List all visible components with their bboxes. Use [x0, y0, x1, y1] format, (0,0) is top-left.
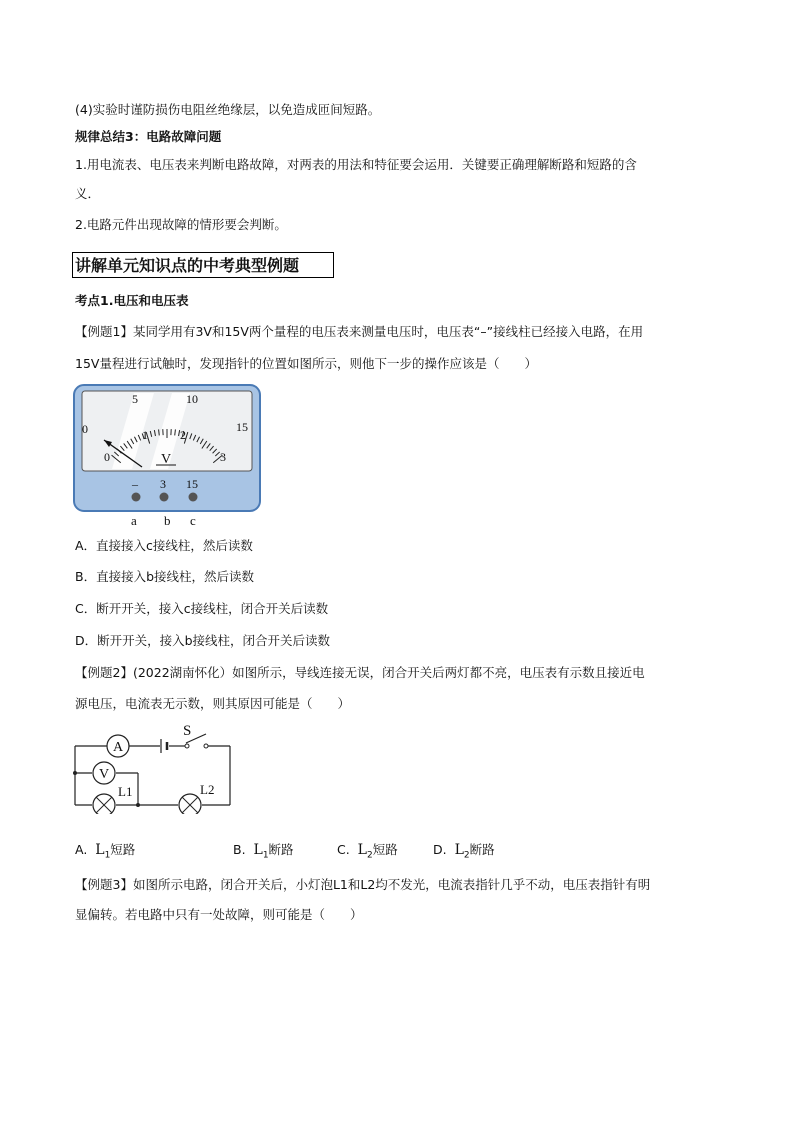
text-line: 义． [75, 186, 101, 201]
ammeter-label: A [113, 740, 124, 755]
text-line: (4)实验时谨防损伤电阻丝绝缘层，以免造成匝间短路。 [75, 102, 381, 117]
voltmeter-label: V [99, 767, 110, 782]
example1-question: 【例题1】某同学用有3V和15V两个量程的电压表来测量电压时，电压表“–”接线柱已经接入电路，在用 [75, 324, 644, 339]
terminal-b[interactable] [160, 493, 169, 502]
example3-question: 【例题3】如图所示电路，闭合开关后，小灯泡L1和L2均不发光，电流表指针几乎不动，电压表指针有明 [75, 877, 651, 892]
option-A[interactable]: A．直接接入c接线柱，然后读数 [75, 538, 253, 553]
switch-contact [204, 744, 208, 748]
ex2-option-D[interactable]: D. $L_2$断路 [433, 842, 495, 861]
terminal-a[interactable] [132, 493, 141, 502]
voltmeter-figure [72, 383, 262, 528]
option-C[interactable]: C．断开开关，接入c接线柱，闭合开关后读数 [75, 601, 329, 616]
terminal-letter-c: c [190, 513, 196, 528]
section-title: 讲解单元知识点的中考典型例题 [72, 252, 334, 278]
lamp2-label: L2 [200, 782, 215, 797]
ex2-option-B[interactable]: B. $L_1$断路 [233, 842, 294, 861]
scale-tick [159, 429, 160, 435]
example2-question: 【例题2】(2022湖南怀化）如图所示，导线连接无误，闭合开关后两灯都不亮，电压表有示数且接近电 [75, 665, 645, 680]
terminal-3-label: 3 [160, 477, 166, 491]
terminal-letter-a: a [131, 513, 137, 528]
scale-upper-0: 0 [82, 422, 88, 436]
scale-tick [175, 429, 176, 435]
scale-upper-15: 15 [236, 420, 248, 434]
option-B[interactable]: B．直接接入b接线柱，然后读数 [75, 569, 255, 584]
switch-contact [185, 744, 189, 748]
ex2-option-A[interactable]: A. $L_1$短路 [75, 842, 136, 861]
example2-question: 源电压，电流表无示数，则其原因可能是（ ） [75, 696, 351, 711]
option-D[interactable]: D．断开开关，接入b接线柱，闭合开关后读数 [75, 633, 331, 648]
unit-label: V [161, 452, 172, 467]
summary-heading: 规律总结3：电路故障问题 [75, 129, 222, 144]
example1-question: 15V量程进行试触时，发现指针的位置如图所示，则他下一步的操作应该是（ ） [75, 356, 537, 371]
lamp1-label: L1 [118, 784, 133, 799]
terminal-minus-label: – [132, 477, 138, 491]
scale-lower-3: 3 [220, 450, 226, 464]
kaodian-heading: 考点1.电压和电压表 [75, 293, 189, 308]
terminal-letter-b: b [164, 513, 171, 528]
scale-lower-2: 2 [180, 428, 186, 442]
switch-label: S [183, 723, 192, 739]
circuit-figure [70, 722, 240, 814]
text-line: 1.用电流表、电压表来判断电路故障，对两表的用法和特征要会运用．关键要正确理解断路和短路的含 [75, 157, 637, 172]
terminal-c[interactable] [189, 493, 198, 502]
scale-upper-10: 10 [186, 392, 198, 406]
scale-lower-1: 1 [142, 428, 148, 442]
example3-question: 显偏转。若电路中只有一处故障，则可能是（ ） [75, 907, 363, 922]
scale-lower-0: 0 [104, 450, 110, 464]
text-line: 2.电路元件出现故障的情形要会判断。 [75, 217, 287, 232]
ex2-option-C[interactable]: C. $L_2$短路 [337, 842, 398, 861]
terminal-15-label: 15 [186, 477, 198, 491]
scale-upper-5: 5 [132, 392, 138, 406]
